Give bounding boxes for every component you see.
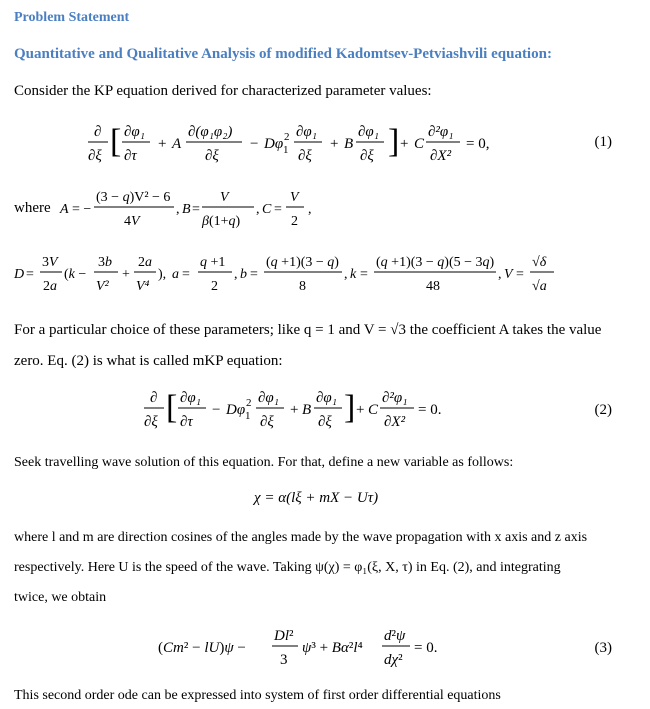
svg-text:dχ²: dχ² [384, 652, 403, 668]
svg-text:∂φ₁: ∂φ₁ [258, 390, 279, 406]
chi-definition: χ = α(lξ + mX − Uτ) [254, 490, 379, 506]
svg-text:= 0.: = 0. [414, 640, 438, 656]
svg-text:]: ] [388, 123, 400, 160]
svg-text:1: 1 [283, 144, 289, 156]
svg-text:]: ] [344, 389, 356, 426]
svg-text:−: − [250, 136, 259, 152]
svg-text:= 0,: = 0, [466, 136, 490, 152]
svg-text:,: , [176, 202, 180, 217]
svg-text:+: + [290, 402, 299, 418]
svg-text:+: + [356, 402, 365, 418]
svg-text:ψ³ + Bα²l⁴: ψ³ + Bα²l⁴ [302, 640, 363, 656]
svg-text:√δ: √δ [532, 255, 547, 270]
svg-text:8: 8 [299, 279, 306, 294]
svg-text:∂ξ: ∂ξ [318, 414, 332, 430]
svg-text:V: V [220, 190, 229, 205]
paragraph-1-line-2: zero. Eq. (2) is what is called mKP equation: [14, 353, 283, 369]
svg-text:C: C [368, 402, 379, 418]
svg-text:1: 1 [245, 410, 251, 422]
svg-text:∂τ: ∂τ [124, 148, 137, 164]
svg-text:A: A [172, 136, 182, 152]
svg-text:∂ξ: ∂ξ [88, 148, 102, 164]
svg-text:∂X²: ∂X² [384, 414, 406, 430]
svg-text:=: = [192, 202, 200, 217]
svg-text:a: a [172, 267, 179, 282]
svg-text:2: 2 [211, 279, 218, 294]
svg-text:B: B [344, 136, 354, 152]
section-title: Quantitative and Qualitative Analysis of modified Kadomtsev-Petviashvili equation: [14, 46, 552, 62]
paragraph-3-line-1: where l and m are direction cosines of the angles made by the wave propagation with x axis and z axis [14, 530, 588, 545]
svg-text:C: C [414, 136, 425, 152]
svg-text:∂φ₁: ∂φ₁ [358, 124, 379, 140]
svg-text:(3 − q)V² − 6: (3 − q)V² − 6 [96, 190, 171, 205]
svg-text:∂ξ: ∂ξ [360, 148, 374, 164]
svg-text:[: [ [110, 123, 122, 160]
svg-text:,: , [498, 267, 502, 282]
svg-text:,: , [344, 267, 348, 282]
svg-text:(k −: (k − [64, 267, 87, 282]
svg-text:∂: ∂ [150, 390, 158, 406]
svg-text:3: 3 [280, 652, 288, 668]
svg-text:∂ξ: ∂ξ [298, 148, 312, 164]
svg-text:3b: 3b [98, 255, 112, 270]
svg-text:∂ξ: ∂ξ [144, 414, 158, 430]
svg-text:2: 2 [284, 131, 290, 143]
parameters-abc-formula [58, 183, 338, 233]
svg-text:A: A [60, 202, 69, 217]
svg-text:= 0.: = 0. [418, 402, 442, 418]
svg-text:∂(φ₁φ₂): ∂(φ₁φ₂) [188, 124, 233, 140]
svg-text:B: B [182, 202, 191, 217]
svg-text:+: + [122, 267, 130, 282]
equation-2-formula [136, 384, 442, 434]
svg-text:V: V [290, 190, 299, 205]
svg-text:V: V [504, 267, 513, 282]
svg-text:∂τ: ∂τ [180, 414, 193, 430]
svg-text:2a: 2a [138, 255, 152, 270]
svg-text:∂: ∂ [94, 124, 102, 140]
svg-text:),: ), [158, 267, 167, 282]
svg-text:∂X²: ∂X² [430, 148, 452, 164]
paragraph-1-line-1: For a particular choice of these parameters; like q = 1 and V = √3 the coefficient A takes the value [14, 322, 602, 338]
svg-text:+: + [330, 136, 339, 152]
svg-text:48: 48 [426, 279, 440, 294]
svg-text:4V: 4V [124, 214, 140, 229]
svg-text:√a: √a [532, 279, 547, 294]
intro-text: Consider the KP equation derived for characterized parameter values: [14, 83, 432, 99]
paragraph-4: This second order ode can be expressed into system of first order differential equations [14, 688, 501, 703]
svg-text:=: = [182, 267, 190, 282]
svg-text:[: [ [166, 389, 178, 426]
svg-text:=: = [516, 267, 524, 282]
svg-text:3V: 3V [42, 255, 58, 270]
svg-text:Dl²: Dl² [274, 628, 294, 644]
where-label: where [14, 200, 51, 216]
svg-text:+: + [400, 136, 409, 152]
svg-text:B: B [302, 402, 312, 418]
svg-text:Dφ: Dφ [226, 402, 246, 418]
equation-1-formula [80, 118, 500, 168]
svg-text:(Cm² − lU)ψ −: (Cm² − lU)ψ − [158, 640, 246, 656]
svg-text:∂φ₁: ∂φ₁ [296, 124, 317, 140]
svg-text:2: 2 [291, 214, 298, 229]
svg-text:2a: 2a [43, 279, 57, 294]
svg-text:=: = [26, 267, 34, 282]
svg-text:V⁴: V⁴ [136, 279, 150, 294]
svg-text:,: , [256, 202, 260, 217]
svg-text:,: , [234, 267, 238, 282]
svg-text:V²: V² [96, 279, 109, 294]
svg-text:+: + [158, 136, 167, 152]
svg-text:Dφ: Dφ [264, 136, 284, 152]
equation-1-number: (1) [594, 134, 612, 150]
paragraph-3-line-3: twice, we obtain [14, 590, 107, 605]
svg-text:2: 2 [246, 397, 252, 409]
svg-text:b: b [240, 267, 247, 282]
svg-text:k: k [350, 267, 357, 282]
paragraph-3-line-2: respectively. Here U is the speed of the wave. Taking ψ(χ) = φ₁(ξ, X, τ) in Eq. (2), and integrating [14, 560, 561, 575]
equation-2-number: (2) [594, 402, 612, 418]
svg-text:(q +1)(3 − q): (q +1)(3 − q) [266, 255, 339, 270]
svg-text:∂²φ₁: ∂²φ₁ [428, 124, 454, 140]
svg-text:=: = [250, 267, 258, 282]
svg-text:−: − [212, 402, 221, 418]
equation-3-number: (3) [594, 640, 612, 656]
parameters-d-formula [14, 248, 574, 302]
svg-text:∂ξ: ∂ξ [260, 414, 274, 430]
svg-text:= −: = − [72, 202, 92, 217]
svg-text:=: = [360, 267, 368, 282]
svg-text:∂φ₁: ∂φ₁ [316, 390, 337, 406]
svg-text:∂φ₁: ∂φ₁ [180, 390, 201, 406]
page-heading: Problem Statement [14, 10, 130, 25]
svg-text:D: D [14, 267, 25, 282]
svg-text:q +1: q +1 [200, 255, 226, 270]
paragraph-2: Seek travelling wave solution of this equation. For that, define a new variable as follows: [14, 455, 514, 470]
svg-text:∂ξ: ∂ξ [205, 148, 219, 164]
svg-text:C: C [262, 202, 272, 217]
svg-text:,: , [308, 202, 312, 217]
equation-3-formula [156, 622, 438, 672]
svg-text:∂φ₁: ∂φ₁ [124, 124, 145, 140]
svg-text:∂²φ₁: ∂²φ₁ [382, 390, 408, 406]
svg-text:(q +1)(3 − q)(5 − 3q): (q +1)(3 − q)(5 − 3q) [376, 255, 495, 270]
svg-text:β(1+q): β(1+q) [202, 214, 241, 229]
svg-text:=: = [274, 202, 282, 217]
svg-text:d²ψ: d²ψ [384, 628, 406, 644]
